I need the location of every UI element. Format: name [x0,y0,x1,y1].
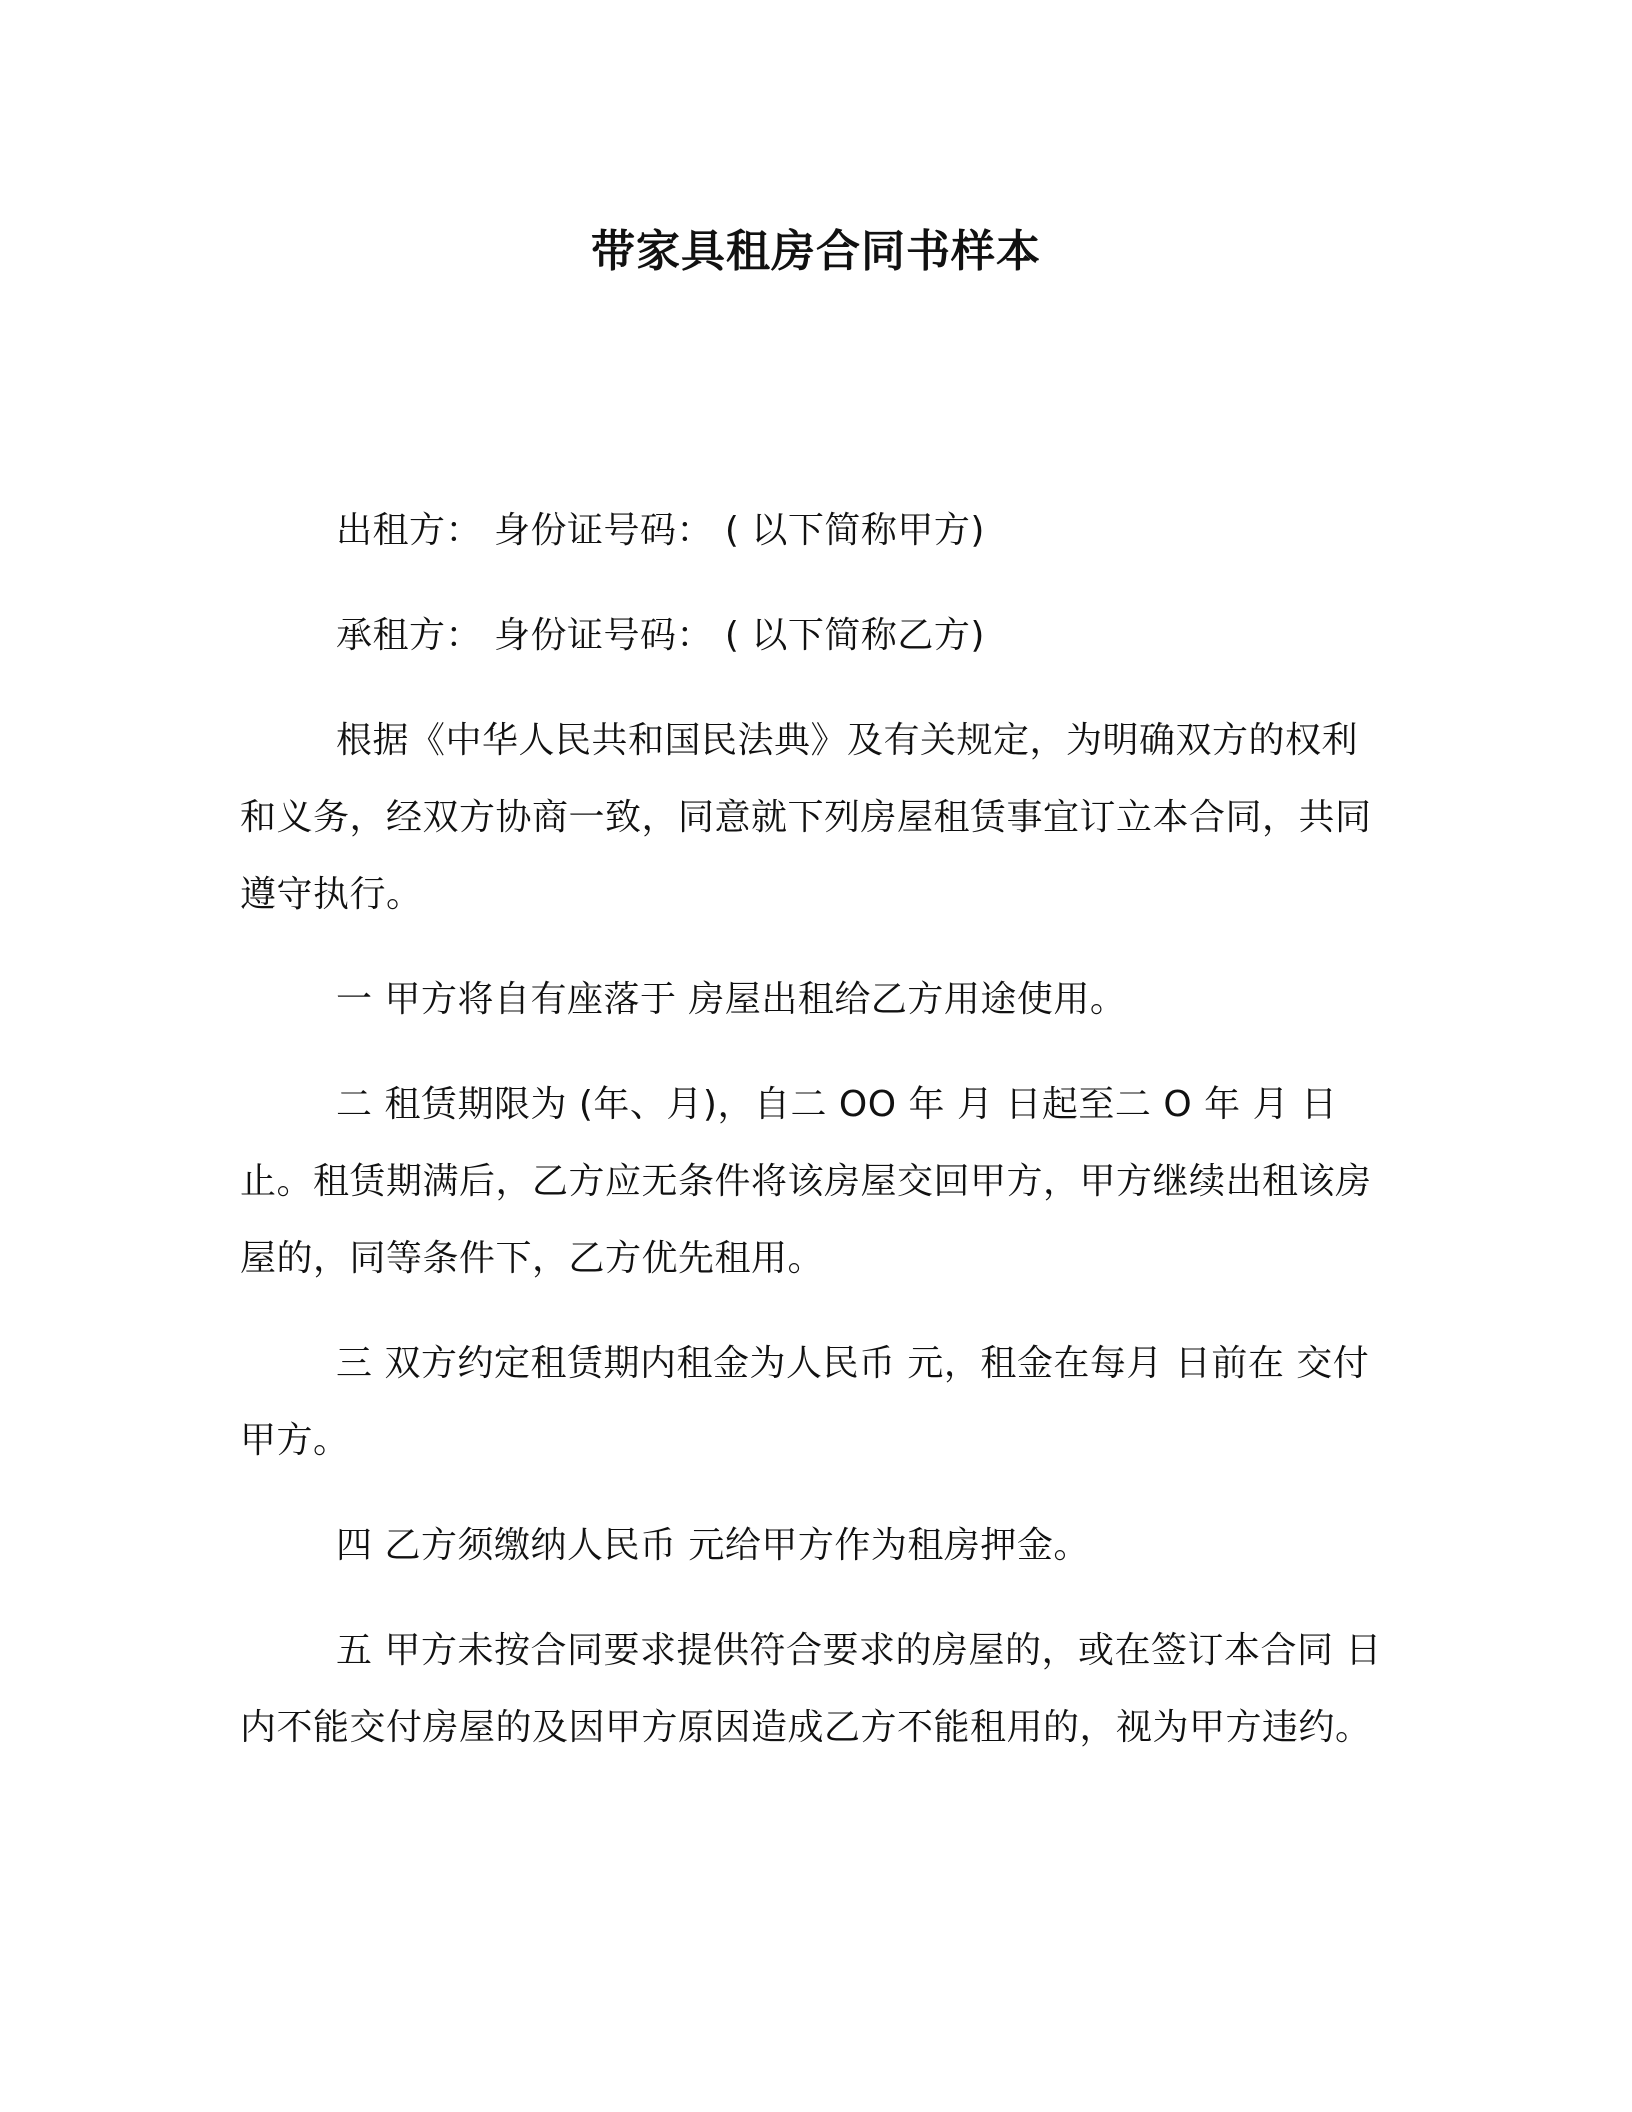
document-title: 带家具租房合同书样本 [591,226,1041,277]
clause-3: 三 双方约定租赁期内租金为人民币 元，租金在每月 日前在 交付甲方。 [240,1343,1370,1461]
paragraph-preamble: 根据《中华人民共和国民法典》及有关规定，为明确双方的权利和义务，经双方协商一致，同意就下列房屋租赁事宜订立本合同，共同遵守执行。 [240,720,1372,915]
paragraph-lessor: 出租方： 身份证号码： ( 以下简称甲方) [336,510,985,551]
document-body [240,492,1392,1794]
clause-5: 五 甲方未按合同要求提供符合要求的房屋的，或在签订本合同 日内不能交付房屋的及因甲方原因造成乙方不能租用的，视为甲方违约。 [240,1630,1382,1748]
clause-4: 四 乙方须缴纳人民币 元给甲方作为租房押金。 [336,1525,1090,1566]
paragraph-lessee: 承租方： 身份证号码： ( 以下简称乙方) [336,615,985,656]
clause-2: 二 租赁期限为 (年、月)，自二 OO 年 月 日起至二 O 年 月 日止。租赁期满后，乙方应无条件将该房屋交回甲方，甲方继续出租该房屋的，同等条件下，乙方优先租用。 [240,1084,1372,1279]
clause-1: 一 甲方将自有座落于 房屋出租给乙方用途使用。 [336,979,1127,1020]
